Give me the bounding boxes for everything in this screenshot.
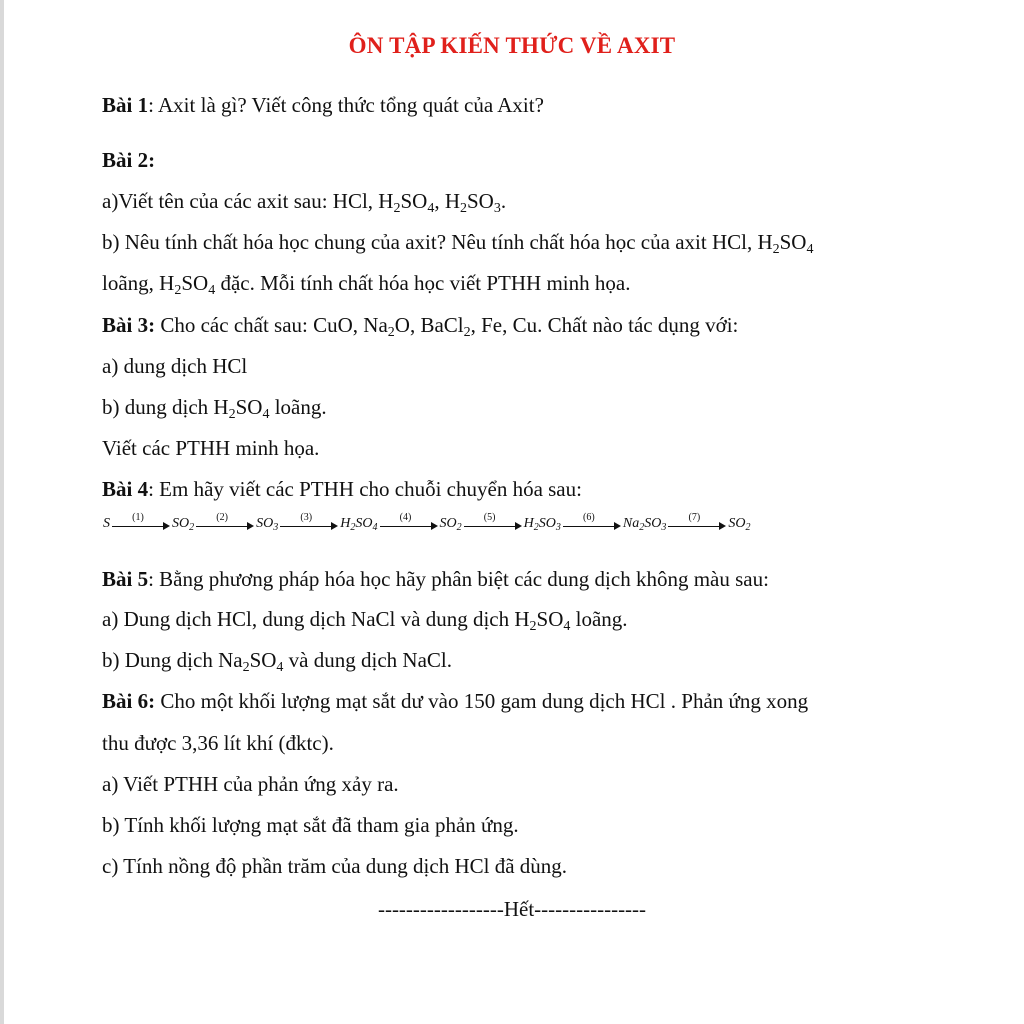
bai5-a-line: a) Dung dịch HCl, dung dịch NaCl và dung dịch $H_2SO_4$ loãng.	[102, 607, 628, 634]
chain-species-s: S	[103, 516, 110, 531]
bai3-intro-a: Cho các chất sau: CuO, Na	[155, 313, 388, 337]
bai6-line-2: thu được 3,36 lít khí (đktc).	[102, 731, 334, 755]
chain-species-so2: $SO_2$	[728, 516, 751, 533]
bai5-b-post: và dung dịch NaCl.	[283, 648, 452, 672]
bai2-b-text-1: b) Nêu tính chất hóa học chung của axit? Nêu tính chất hóa học của axit HCl,	[102, 230, 758, 254]
bai3-a-line: a) dung dịch HCl	[102, 354, 248, 378]
reaction-arrow-4	[380, 512, 438, 534]
bai1-line	[102, 92, 544, 118]
reaction-step-number: (3)	[300, 512, 313, 523]
chain-species-h2so4: $H_2SO_4$	[340, 516, 378, 533]
bai2-a-text: a)Viết tên của các axit sau: HCl,	[102, 189, 379, 213]
chain-species-so3: $SO_3$	[256, 516, 279, 533]
bai2-b-text-2a: loãng,	[102, 271, 160, 295]
end-marker: ------------------Hết----------------	[377, 897, 647, 921]
bai3-label: Bài 3:	[102, 313, 156, 337]
reaction-step-number: (1)	[132, 512, 144, 523]
bai6-b-line: b) Tính khối lượng mạt sắt đã tham gia phản ứng.	[102, 813, 519, 837]
bai3-b-post: loãng.	[269, 395, 327, 419]
reaction-step-number: (6)	[583, 512, 595, 523]
chain-species-na2so3: $Na_2SO_3$	[622, 516, 667, 533]
bai3-c-line: Viết các PTHH minh họa.	[102, 436, 320, 460]
bai5-line	[102, 566, 769, 592]
bai5-text: : Bằng phương pháp hóa học hãy phân biệt các dung dịch không màu sau:	[148, 567, 769, 591]
reaction-arrow-6	[563, 512, 621, 534]
reaction-step-number: (7)	[688, 512, 701, 523]
bai4-line	[102, 476, 582, 502]
reaction-arrow-5	[464, 512, 522, 534]
bai6-line-1	[102, 688, 808, 714]
reaction-arrow-2	[196, 512, 254, 534]
bai6-text-1: Cho một khối lượng mạt sắt dư vào 150 gam dung dịch HCl . Phản ứng xong	[155, 689, 809, 713]
reaction-arrow-7	[668, 512, 726, 534]
bai6-label: Bài 6:	[102, 689, 156, 713]
bai6-a-line: a) Viết PTHH của phản ứng xảy ra.	[102, 772, 399, 796]
bai2-a-line: a)Viết tên của các axit sau: HCl, $H_2SO_4$, $H_2SO_3$.	[102, 189, 507, 216]
bai3-intro-line: Bài 3: Cho các chất sau: CuO, $Na_2O$, BaCl$_2$, Fe, Cu. Chất nào tác dụng với:	[102, 313, 739, 340]
bai2-heading	[102, 147, 155, 173]
bai3-intro-b: O, BaCl	[394, 313, 464, 337]
bai5-label: Bài 5	[102, 567, 149, 591]
bai3-b-pre: b) dung dịch	[102, 395, 214, 419]
bai5-a-post: loãng.	[570, 607, 628, 631]
document-title: ÔN TẬP KIẾN THỨC VỀ AXIT	[348, 33, 676, 58]
reaction-step-number: (5)	[483, 512, 496, 523]
bai2-b-text-2b: đặc. Mỗi tính chất hóa học viết PTHH minh họa.	[215, 271, 631, 295]
reaction-step-number: (4)	[399, 512, 412, 523]
bai2-b-line-2: loãng, $H_2SO_4$ đặc. Mỗi tính chất hóa học viết PTHH minh họa.	[102, 271, 631, 298]
bai5-a-pre: a) Dung dịch HCl, dung dịch NaCl và dung dịch	[102, 607, 515, 631]
reaction-arrow-3	[280, 512, 338, 534]
bai6-c-line: c) Tính nồng độ phần trăm của dung dịch HCl đã dùng.	[102, 854, 568, 878]
chain-species-h2so3: $H_2SO_3$	[523, 516, 561, 533]
bai3-b-line: b) dung dịch $H_2SO_4$ loãng.	[102, 395, 327, 422]
conversion-chain	[103, 512, 750, 534]
reaction-arrow-1	[112, 512, 170, 534]
chain-species-so2: $SO_2$	[439, 516, 462, 533]
bai2-label: Bài 2:	[102, 148, 156, 172]
bai5-b-line: b) Dung dịch $Na_2SO_4$ và dung dịch NaCl.	[102, 648, 452, 675]
bai2-b-line-1: b) Nêu tính chất hóa học chung của axit? Nêu tính chất hóa học của axit HCl, $H_2SO_4$	[102, 230, 814, 257]
reaction-step-number: (2)	[216, 512, 228, 523]
bai4-text: : Em hãy viết các PTHH cho chuỗi chuyển hóa sau:	[148, 477, 582, 501]
bai1-label: Bài 1	[102, 93, 149, 117]
bai3-intro-c: , Fe, Cu. Chất nào tác dụng với:	[470, 313, 739, 337]
bai5-b-pre: b) Dung dịch Na	[102, 648, 243, 672]
bai1-text: : Axit là gì? Viết công thức tổng quát của Axit?	[148, 93, 544, 117]
bai4-label: Bài 4	[102, 477, 149, 501]
chain-species-so2: $SO_2$	[172, 516, 195, 533]
